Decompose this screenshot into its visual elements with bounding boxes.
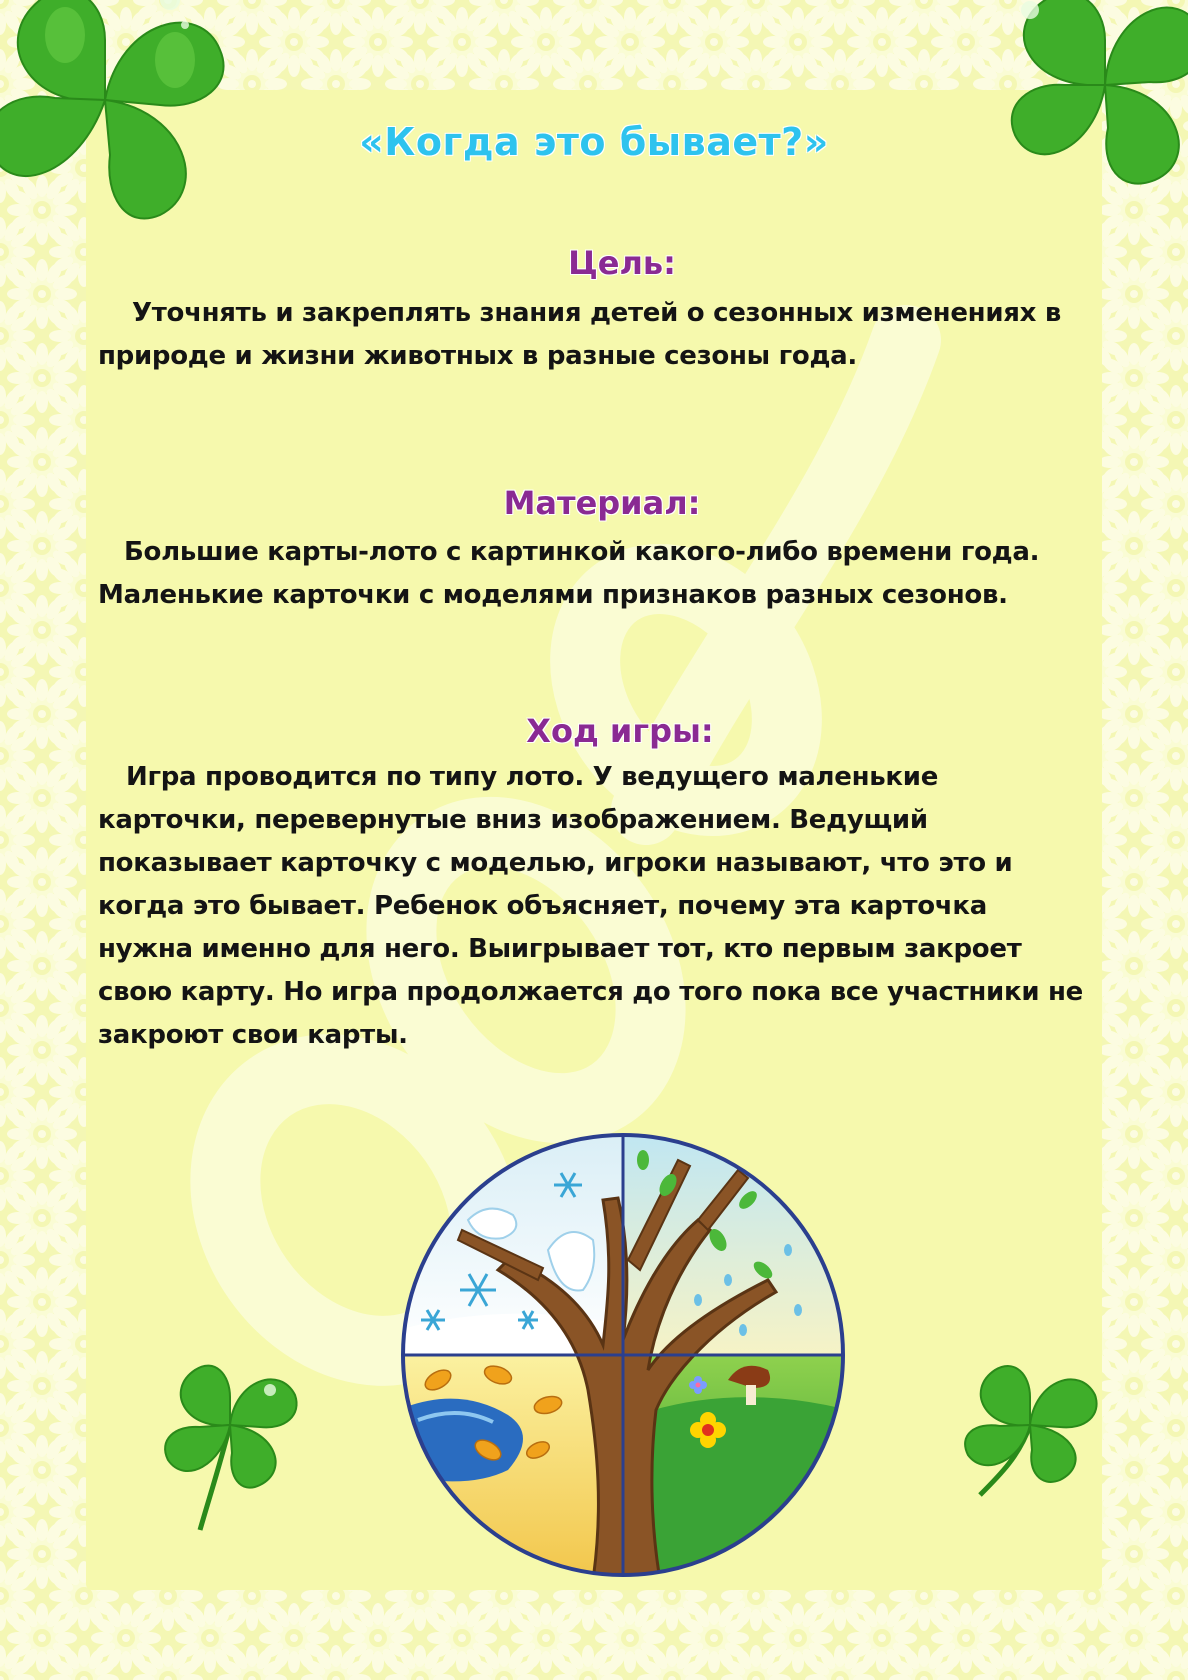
section-text-course: Игра проводится по типу лото. У ведущего маленькие карточки, перевернутые вниз изображением. Ведущий показывает карточку с моделью, игроки называют, что это и когда это бывает. Ребенок объясняет, почему эта карточка нужна именно для него. Выигрывает тот, кто первым закроет свою карту. Но игра продолжается до того пока все участники не закроют свои карты. xyxy=(98,762,1083,1050)
four-leaf-clover-icon xyxy=(950,1350,1110,1500)
four-leaf-clover-icon xyxy=(150,1345,310,1535)
section-heading-goal: Цель: xyxy=(568,244,676,282)
four-seasons-tree-icon xyxy=(398,1130,848,1580)
four-leaf-clover-icon xyxy=(990,0,1188,200)
section-text-material: Большие карты-лото с картинкой какого-либо времени года. Маленькие карточки с моделями признаков разных сезонов. xyxy=(98,537,1040,610)
section-heading-material: Материал: xyxy=(503,484,701,522)
section-text-goal: Уточнять и закреплять знания детей о сезонных изменениях в природе и жизни животных в разные сезоны года. xyxy=(98,298,1062,371)
page-title: «Когда это бывает?» xyxy=(359,120,829,164)
section-heading-course: Ход игры: xyxy=(526,712,714,750)
